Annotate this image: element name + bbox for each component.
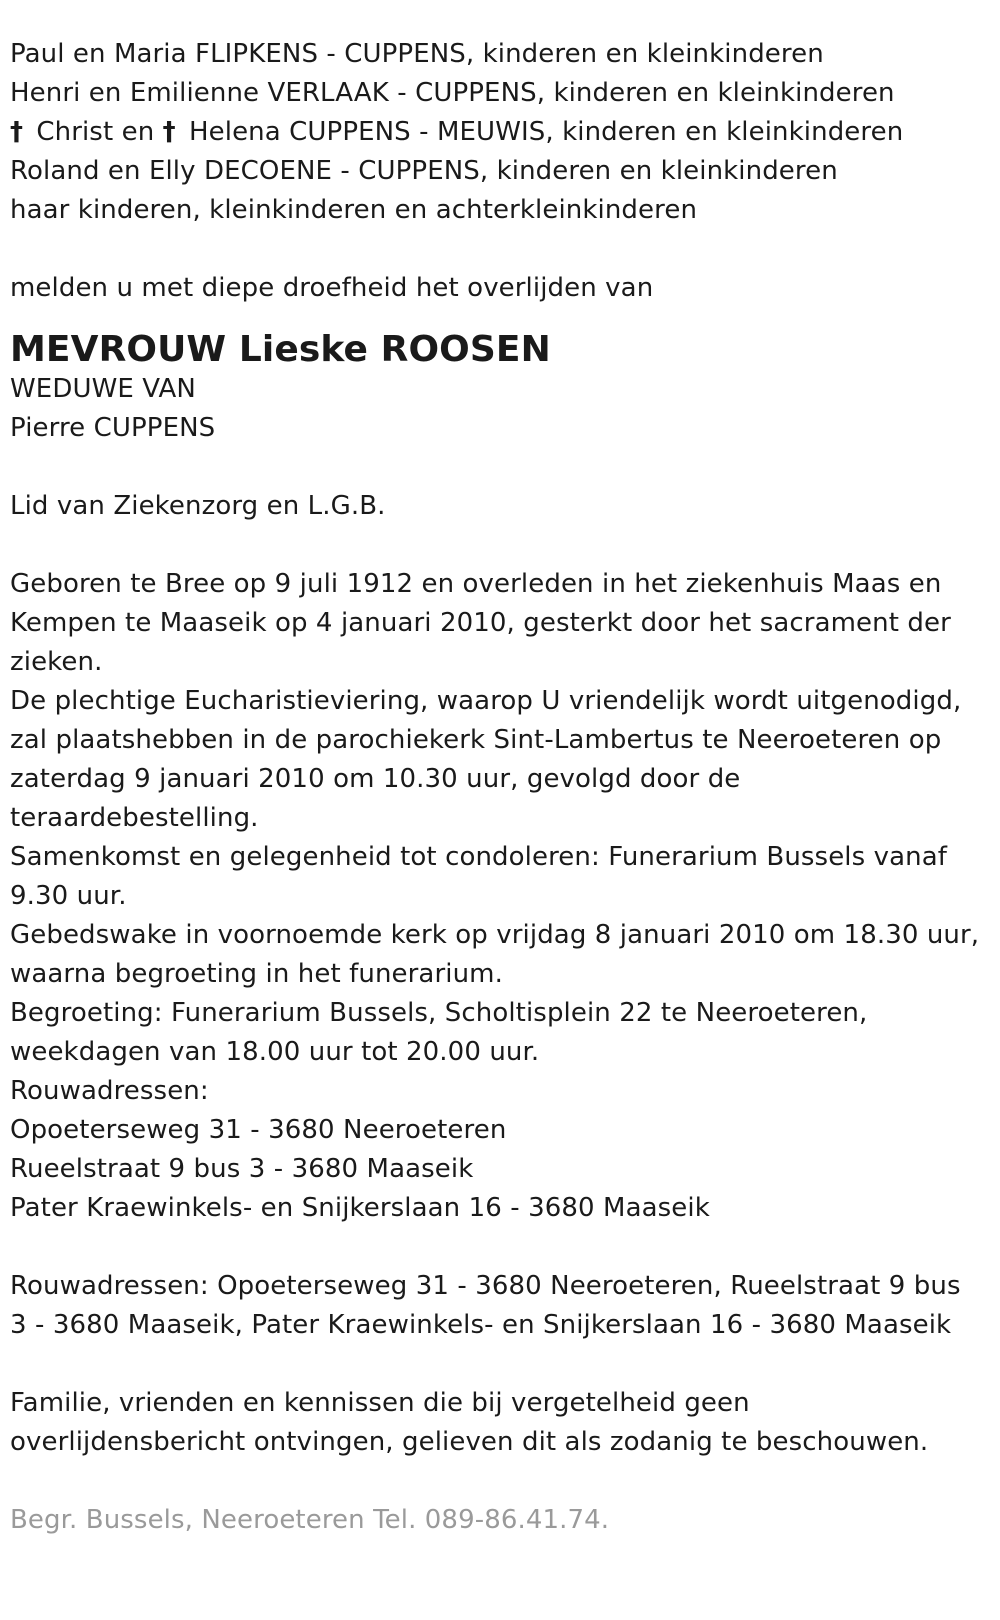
addresses-summary	[10, 1267, 990, 1345]
visitation-line: Begroeting: Funerarium Bussels, Scholtisplein 22 te Neeroeteren,	[10, 998, 868, 1028]
widow-of-label: WEDUWE VAN	[10, 374, 196, 404]
details-section	[10, 565, 990, 1228]
address-line: Pater Kraewinkels- en Snijkerslaan 16 - 3680 Maaseik	[10, 1193, 710, 1223]
addresses-summary-line: 3 - 3680 Maaseik, Pater Kraewinkels- en Snijkerslaan 16 - 3680 Maaseik	[10, 1310, 952, 1340]
notice-text	[10, 1384, 990, 1462]
born-died-line: Kempen te Maaseik op 4 januari 2010, gesterkt door het sacrament der	[10, 608, 951, 638]
addresses-summary-line: Rouwadressen: Opoeterseweg 31 - 3680 Neeroeteren, Rueelstraat 9 bus	[10, 1271, 961, 1301]
family-line: haar kinderen, kleinkinderen en achterkleinkinderen	[10, 195, 698, 225]
vigil-line: Gebedswake in voornoemde kerk op vrijdag 8 januari 2010 om 18.30 uur,	[10, 920, 980, 950]
visitation-line: weekdagen van 18.00 uur tot 20.00 uur.	[10, 1037, 540, 1067]
address-line: Opoeterseweg 31 - 3680 Neeroeteren	[10, 1115, 507, 1145]
deceased-name: MEVROUW Lieske ROOSEN	[10, 329, 551, 370]
cross-icon: †	[162, 117, 176, 147]
spouse-name: Pierre CUPPENS	[10, 413, 216, 443]
gathering-line: 9.30 uur.	[10, 881, 127, 911]
family-line-text: Helena CUPPENS - MEUWIS, kinderen en kleinkinderen	[180, 117, 904, 147]
service-line: zaterdag 9 januari 2010 om 10.30 uur, gevolgd door de	[10, 764, 741, 794]
family-line: Henri en Emilienne VERLAAK - CUPPENS, kinderen en kleinkinderen	[10, 78, 895, 108]
family-line-text: Christ en	[28, 117, 163, 147]
family-line: Roland en Elly DECOENE - CUPPENS, kinderen en kleinkinderen	[10, 156, 838, 186]
addresses-label: Rouwadressen:	[10, 1076, 209, 1106]
gathering-line: Samenkomst en gelegenheid tot condoleren: Funerarium Bussels vanaf	[10, 842, 948, 872]
membership-text: Lid van Ziekenzorg en L.G.B.	[10, 491, 386, 521]
service-line: teraardebestelling.	[10, 803, 259, 833]
cross-icon: †	[10, 117, 24, 147]
family-line: Paul en Maria FLIPKENS - CUPPENS, kinderen en kleinkinderen	[10, 39, 824, 69]
born-died-line: zieken.	[10, 647, 103, 677]
notice-line: overlijdensbericht ontvingen, gelieven dit als zodanig te beschouwen.	[10, 1427, 929, 1457]
vigil-line: waarna begroeting in het funerarium.	[10, 959, 503, 989]
obituary-notice	[10, 35, 990, 1540]
announcement-text: melden u met diepe droefheid het overlijden van	[10, 273, 654, 303]
notice-line: Familie, vrienden en kennissen die bij vergetelheid geen	[10, 1388, 750, 1418]
deceased-info	[10, 370, 990, 448]
service-line: De plechtige Eucharistieviering, waarop U vriendelijk wordt uitgenodigd,	[10, 686, 962, 716]
service-line: zal plaatshebben in de parochiekerk Sint-Lambertus te Neeroeteren op	[10, 725, 942, 755]
family-list	[10, 35, 990, 230]
born-died-line: Geboren te Bree op 9 juli 1912 en overleden in het ziekenhuis Maas en	[10, 569, 942, 599]
address-line: Rueelstraat 9 bus 3 - 3680 Maaseik	[10, 1154, 474, 1184]
family-line	[10, 113, 990, 152]
undertaker-footer: Begr. Bussels, Neeroeteren Tel. 089-86.41.74.	[10, 1505, 610, 1535]
